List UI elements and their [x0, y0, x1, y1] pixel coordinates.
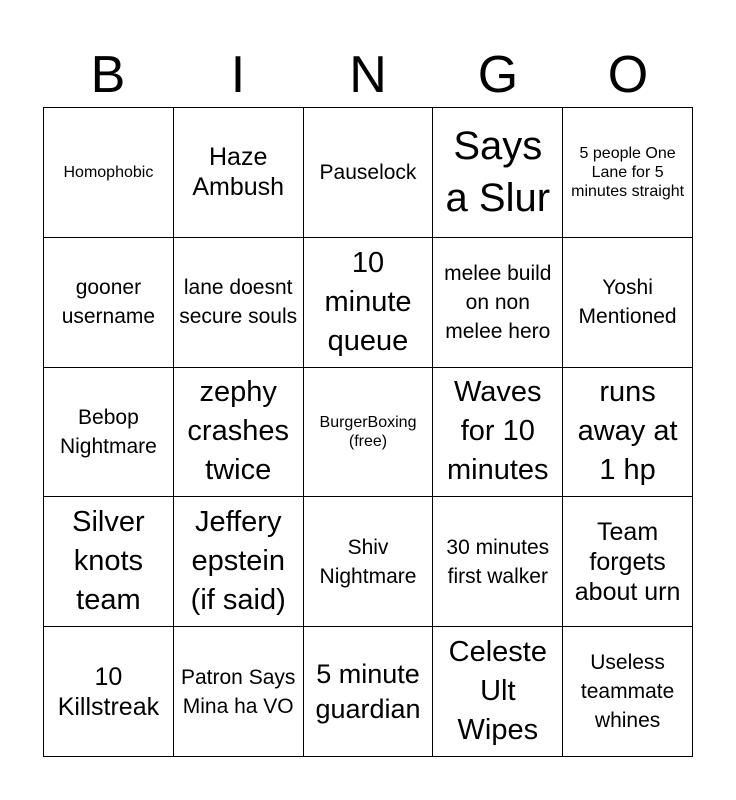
bingo-header: [43, 42, 693, 108]
cell-label: Says a Slur: [445, 124, 551, 221]
header-letter-n: N: [349, 46, 387, 104]
cell-label: 5 minute guardian: [315, 658, 421, 724]
header-letter-b: B: [90, 46, 126, 104]
cell-label: gooner username: [61, 276, 156, 329]
bingo-cell[interactable]: [433, 238, 563, 368]
cell-label: 10 minute queue: [324, 246, 412, 357]
bingo-board: [43, 107, 693, 757]
cell-label: BurgerBoxing (free): [319, 413, 417, 450]
header-letter-i: I: [230, 46, 246, 104]
cell-label: 5 people One Lane for 5 minutes straight: [571, 144, 685, 200]
cell-label: lane doesnt secure souls: [179, 276, 298, 329]
bingo-cell[interactable]: [44, 238, 174, 368]
bingo-cell[interactable]: [433, 627, 563, 757]
bingo-cell[interactable]: [304, 108, 434, 238]
bingo-cell[interactable]: [44, 627, 174, 757]
bingo-cell[interactable]: [304, 627, 434, 757]
cell-label: Jeffery epstein (if said): [190, 506, 286, 617]
bingo-cell-free[interactable]: [304, 368, 434, 498]
cell-label: Patron Says Mina ha VO: [180, 665, 296, 718]
bingo-cell[interactable]: [563, 108, 693, 238]
cell-label: Bebop Nightmare: [59, 405, 157, 458]
bingo-cell[interactable]: [563, 368, 693, 498]
bingo-cell[interactable]: [433, 368, 563, 498]
bingo-cell[interactable]: [174, 368, 304, 498]
cell-label: Team forgets about urn: [574, 517, 681, 606]
cell-label: 30 minutes first walker: [446, 535, 550, 588]
header-letter-g: G: [477, 46, 519, 104]
bingo-cell[interactable]: [563, 627, 693, 757]
cell-label: zephy crashes twice: [187, 376, 289, 487]
bingo-cell[interactable]: [563, 497, 693, 627]
bingo-cell[interactable]: [44, 368, 174, 498]
bingo-cell[interactable]: [304, 238, 434, 368]
cell-label: Yoshi Mentioned: [578, 276, 677, 329]
bingo-cell[interactable]: [44, 108, 174, 238]
bingo-cell[interactable]: [563, 238, 693, 368]
bingo-cell[interactable]: [44, 497, 174, 627]
bingo-cell[interactable]: [174, 497, 304, 627]
bingo-cell[interactable]: [433, 108, 563, 238]
bingo-cell[interactable]: [174, 238, 304, 368]
cell-label: Useless teammate whines: [580, 651, 675, 733]
cell-label: melee build on non melee hero: [444, 261, 552, 343]
cell-label: Haze Ambush: [192, 143, 285, 202]
cell-label: Homophobic: [63, 163, 154, 181]
header-letter-o: O: [607, 46, 649, 104]
cell-label: runs away at 1 hp: [577, 376, 678, 487]
cell-label: Waves for 10 minutes: [447, 376, 549, 487]
cell-label: 10 Killstreak: [57, 662, 160, 721]
cell-label: Celeste Ult Wipes: [448, 636, 547, 747]
cell-label: Pauselock: [319, 160, 417, 184]
bingo-cell[interactable]: [174, 108, 304, 238]
cell-label: Shiv Nightmare: [319, 535, 417, 588]
bingo-cell[interactable]: [433, 497, 563, 627]
cell-label: Silver knots team: [72, 506, 145, 617]
bingo-cell[interactable]: [304, 497, 434, 627]
bingo-cell[interactable]: [174, 627, 304, 757]
